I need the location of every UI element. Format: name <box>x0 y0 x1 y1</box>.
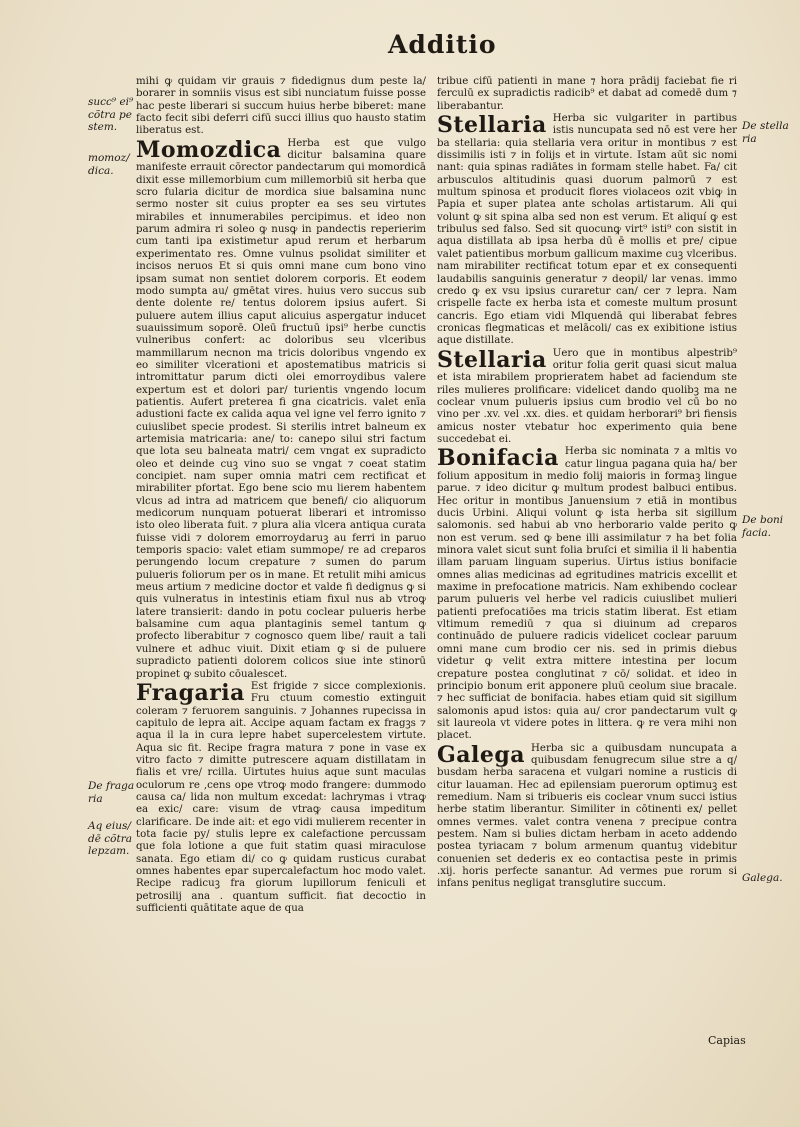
margin-note: momoz/ dica. <box>88 152 130 177</box>
headword: Bonifacia <box>437 445 559 472</box>
text-entry <box>136 76 426 138</box>
catchword: Capias <box>708 1034 746 1047</box>
margin-note: succ⁹ ei⁹ cõtra pe stem. <box>88 96 134 133</box>
text-entry <box>437 743 737 891</box>
text-entry <box>437 348 737 447</box>
entry-text: tribue cifū patienti in mane ⁊ hora prādij faciebat fie ri ferculū ex supradictis radicib⁹ et dabat ad comedē dum ⁊ liberabantur. <box>437 76 737 112</box>
text-entry <box>437 446 737 742</box>
entry-text: Herba est que vulgo dicitur balsamina quare manifeste errauit cōrector pandectarum qui momordicā dixit esse millemorbium cum millemorbiū sit herba que scro fularia dicitur de mordica siue balsamina nunc sermo noster sit cuius propter ea ses seu virtutes mirabiles et innumerabiles percipimus. et ideo non parum admira ri soleo ꝙ nusꝙ in pandectis reperierim cum tanti ipa existimetur apud rerum et herbarum experimentato res. Omne vulnus psolidat similiter et incisos neruos Et si quis omni mane cum bono vino ipsam sumat non sentiet dolorem corporis. Et eodem modo sumpta au/ gmētat vires. huius vero succus sub dente dolente re/ tentus dolorem ipsius aufert. Si puluere autem illius caput alicuius aspergatur inducet suauissimum soporē. Oleū fructuū ipsi⁹ herbe cunctis vulneribus confert: ac doloribus seu vlceribus mammillarum necnon ma tricis doloribus vngendo ex eo similiter vlcerationi et apostematibus matricis si intromittatur parum dicti olei emorroydibus valere expertum est et dolori par/ turientis vngendo locum patientis. Aufert preterea fi gna cicatricis. valet enīa adustioni facte ex calida aqua vel igne vel ferro ignito ⁊ cuiuslibet specie prodest. Si sterilis intret balneum ex artemisia matricaria: ane/ to: canepo silui stri factum que lota seu balneata matri/ cem vngat ex supradicto oleo et deinde cuꝫ vino suo se vngat ⁊ coeat statim concipiet. nam super omnia matri cem rectificat et mirabiliter pfortat. Ego bene scio mu lierem habentem vlcus ad intra ad matricem que benefi/ cio aliquorum medicorum nunquam potuerat liberari et intromisso isto oleo liberata fuit. ⁊ plura alia vlcera antiqua curata fuisse vidi ⁊ dolorem emorroydaruꝫ au ferri in paruo temporis spacio: valet etiam summope/ re ad creparos perungendo locum crepature ⁊ sumen do parum pulueris foliorum per os in mane. Et retulit mihi amicus meus artium ⁊ medicine doctor et valde fi dedignus ꝙ si quis vulneratus in intestinis etiam fixul nus ab vtroꝙ latere transierit: dando in potu coclear pulueris herbe balsamine cum aqua plantaginis semel tantum ꝙ profecto liberabitur ⁊ cognosco quem libe/ rauit a tali vulnere et adhuc viuit. Dixit etiam ꝙ si de puluere supradicto patienti dolorem colicos siue inte stinorū propinet ꝙ subito cōualescet. <box>136 137 426 680</box>
headword: Stellaria <box>437 346 547 373</box>
left-column <box>136 76 426 915</box>
entry-text: Herba sic nominata ⁊ a mltis vo catur lingua pagana quia ha/ ber folium appositum in medio folij maioris in formaꝫ lingue parue. ⁊ ideo dicitur ꝙ multum prodest balbuci entibus. Hec oritur in montibus Januensium ⁊ etiā in montibus ducis Urbini. Aliqui volunt ꝙ ista herba sit sigillum salomonis. sed habui ab vno herborario valde perito ꝙ non est verum. sed ꝙ bene illi assimilatur ⁊ ha bet folia minora valet sicut sunt folia bruſci et similia il li habentia illam paruam linguam superius. Uirtus istius bonifacie omnes alias medicinas ad egritudines matricis excellit et maxime in prefocatione matricis. Nam exhibendo coclear parum pulueris vel herbe vel radicis cuiuslibet mulieri patienti prefocatiōes ma tricis statim liberat. Est etiam vltimum remediū ⁊ qua si diuinum ad creparos continuādo de puluere radicis videlicet coclear paruum omni mane cum brodio cer nis. sed in primis diebus videtur ꝙ velit extra mittere intestina per locum crepature postea conglutinat ⁊ cō/ solidat. et ideo in principio bonum erit apponere pluū ceolum siue bracale. ⁊ hec sufficiat de bonifacia. habes etiam quid sit sigillum salomonis apud istos: quia au/ cror pandectarum vult ꝙ sit laureola vt videre potes in littera. ꝙ re vera mihi non placet. <box>437 446 737 742</box>
margin-note: De fraga ria <box>88 780 135 805</box>
text-entry <box>437 76 737 113</box>
headword: Galega <box>437 741 526 768</box>
text-entry <box>136 138 426 681</box>
headword: Stellaria <box>437 112 547 139</box>
text-entry <box>136 681 426 916</box>
entry-text: Herba sic vulgariter in partibus istis nuncupata sed nō est vere her ba stellaria: quia stellaria vera oritur in montibus ⁊ est dissimilis isti ⁊ in folijs et in virtute. Istam aūt sic nomi nant: quia spinas radiātes in formam stelle habet. Fa/ cit arbusculos altitudinis quasi duorum palmorū ⁊ est multum spinosa et producit flores violaceos ozit vbiꝙ in Papia et super platea ante scholas artistarum. Ali qui volunt ꝙ sit spina alba sed non est verum. Et aliquí ꝙ est tribulus sed falso. Sed sit quocunꝙ virt⁹ isti⁹ con sistit in aqua distillata ab ipsa herba dū ē mollis et pre/ cipue valet patientibus morbum gallicum maxime cuꝫ vlceribus. nam mirabiliter rectificat totum epar et ex consequenti laudabilis sanguinis generatur ⁊ deopil/ lar venas. immo credo ꝙ ex vsu ipsius curaretur can/ cer ⁊ lepra. Nam crispelle facte ex herba ista et comeste multum prosunt cancris. Ego etiam vidi Mlquendā qui liberabat febres cronicas flegmaticas et melācoli/ cas ex exibitione istius aque distillate. <box>437 113 737 347</box>
running-head: Additio <box>388 30 497 59</box>
margin-note: De stella ria <box>742 120 789 145</box>
headword: Fragaria <box>136 679 245 706</box>
entry-text: Herba sic a quibusdam nuncupata a quibusdam fenugrecum silue stre a q/ busdam herba saracena et vulgari nomine a rusticis di citur lauaman. Hec ad epilensiam puerorum optimuꝫ est remedium. Nam si tribueris eis coclear vnum succi istius herbe statim liberantur. Similiter in cōtinenti ex/ pellet omnes vermes. valet contra venena ⁊ precipue contra pestem. Nam si bulies dictam herbam in aceto addendo postea tyriacam ⁊ bolum armenum quantuꝫ videbitur conuenien set dederis ex eo contactisa peste in primis .xij. horis perfecte sanantur. Ad vermes pue rorum si infans penitus negligat transglutire succum. <box>437 742 737 890</box>
margin-note: Galega. <box>742 872 783 884</box>
entry-text: Uero que in montibus alpestrib⁹ oritur folia gerit quasi sicut malua et ista mirabilem proprieratem habet ad faciendum ste riles mulieres prolificare: videlicet dando quolibꝫ ma ne coclear vnum pulueris ipsius cum brodio vel cū bo no vino per .xv. vel .xx. dies. et quidam herborari⁹ bri fiensis amicus noster vtebatur hoc experimento quia bene succedebat ei. <box>437 347 737 445</box>
margin-note: Aq eius/ dē cõtra lepzam. <box>88 820 132 857</box>
margin-note: De boni facia. <box>742 514 784 539</box>
right-column <box>437 76 737 891</box>
entry-text: Est frigide ⁊ sicce complexionis. Fru ctuum comestio extinguit coleram ⁊ feruorem sanguinis. ⁊ Johannes rupecissa in capitulo de lepra ait. Accipe aquam factam ex fragꝫs ⁊ aqua il la in cura lepre habet supercelestem virtute. Aqua sic fit. Recipe fragra matura ⁊ pone in vase ex vitro facto ⁊ dimitte putrescere aquam distillatam in fialis et vre/ rcilla. Uirtutes huius aque sunt maculas oculorum re ,cens ope vtroꝙ modo frangere: dummodo causa ca/ lida non multum excedat: lachrymas i vtraꝙ ea exic/ care: visum de vtraꝙ causa impeditum clarificare. De inde ait: et ego vidi mulierem recenter in tota facie py/ stulis lepre ex calefactione percussam que fola lotione a que fuit statim quasi miraculose sanata. Ego etiam di/ co ꝙ quidam rusticus curabat omnes habentes epar supercalefactum hoc modo valet. Recipe radicuꝫ fra giorum lupillorum feniculi et petrosilij ana . quantum sufficit. fiat decoctio in sufficienti quātitate aque de qua <box>136 680 426 915</box>
text-entry <box>437 113 737 348</box>
entry-text: mihi ꝙ quidam vir grauis ⁊ fidedignus dum peste la/ borarer in somniis visus est sibi nunciatum fuisse posse hac peste liberari si succum huius herbe biberet: mane facto fecit sibi deferri cifū succi illius quo hausto statim liberatus est. <box>136 76 426 137</box>
headword: Momozdica <box>136 136 282 163</box>
